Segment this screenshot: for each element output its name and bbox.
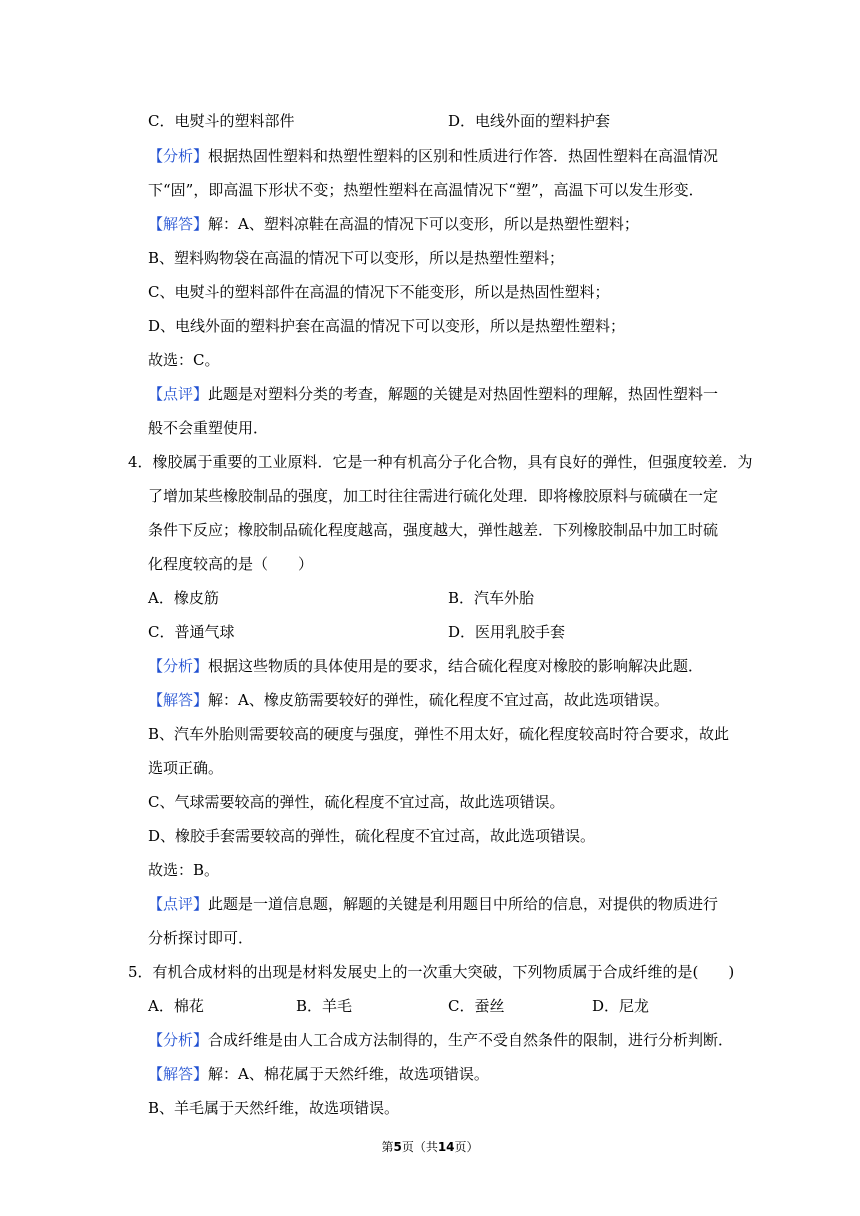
q4-answer-line-3: 选项正确。	[148, 759, 224, 777]
q5-answer-line-1: 【解答】解：A、棉花属于天然纤维，故选项错误。	[148, 1065, 489, 1083]
q5-option-b: B．羊毛	[296, 997, 353, 1015]
q4-stem-line-4: 化程度较高的是（ ）	[148, 555, 314, 573]
q5-analysis-line-1: 【分析】合成纤维是由人工合成方法制得的，生产不受自然条件的限制，进行分析判断．	[148, 1031, 734, 1049]
q3-choice: 故选：C。	[148, 351, 220, 369]
comment-tag: 【点评】	[148, 895, 209, 913]
q3-option-c: C．电熨斗的塑料部件	[148, 112, 295, 130]
q4-comment-line-1: 【点评】此题是一道信息题，解题的关键是利用题目中所给的信息，对提供的物质进行	[148, 895, 719, 913]
analysis-tag: 【分析】	[148, 1031, 209, 1049]
q4-stem-line-3: 条件下反应；橡胶制品硫化程度越高，强度越大，弹性越差．下列橡胶制品中加工时硫	[148, 521, 719, 539]
analysis-tag: 【分析】	[148, 147, 209, 165]
page-footer: 第5页（共14页）	[381, 1140, 479, 1154]
analysis-tag: 【分析】	[148, 657, 209, 675]
q4-answer-line-4: C、气球需要较高的弹性，硫化程度不宜过高，故此选项错误。	[148, 793, 565, 811]
q5-option-a: A．棉花	[148, 997, 204, 1015]
q3-comment-line-2: 般不会重塑使用．	[148, 419, 269, 437]
q4-stem-line-1: 4．橡胶属于重要的工业原料．它是一种有机高分子化合物，具有良好的弹性，但强度较差．为	[128, 453, 753, 471]
q3-answer-line-4: D、电线外面的塑料护套在高温的情况下可以变形，所以是热塑性塑料；	[148, 317, 626, 335]
q4-choice: 故选：B。	[148, 861, 220, 879]
q4-comment-line-2: 分析探讨即可．	[148, 929, 254, 947]
page-total: 14	[437, 1140, 455, 1154]
q4-option-d: D．医用乳胶手套	[448, 623, 566, 641]
q4-option-c: C．普通气球	[148, 623, 235, 641]
q5-option-d: D．尼龙	[592, 997, 650, 1015]
q4-option-a: A．橡皮筋	[148, 589, 219, 607]
q4-answer-line-5: D、橡胶手套需要较高的弹性，硫化程度不宜过高，故此选项错误。	[148, 827, 596, 845]
q4-stem-line-2: 了增加某些橡胶制品的强度，加工时往往需进行硫化处理．即将橡胶原料与硫磺在一定	[148, 487, 719, 505]
q3-comment-line-1: 【点评】此题是对塑料分类的考查，解题的关键是对热固性塑料的理解，热固性塑料一	[148, 385, 719, 403]
q3-answer-line-1: 【解答】解：A、塑料凉鞋在高温的情况下可以变形，所以是热塑性塑料；	[148, 215, 639, 233]
q4-answer-line-1: 【解答】解：A、橡皮筋需要较好的弹性，硫化程度不宜过高，故此选项错误。	[148, 691, 669, 709]
q3-option-d: D．电线外面的塑料护套	[448, 112, 611, 130]
q5-answer-line-2: B、羊毛属于天然纤维，故选项错误。	[148, 1099, 400, 1117]
q3-analysis-line-2: 下“固”，即高温下形状不变；热塑性塑料在高温情况下“塑”，高温下可以发生形变．	[148, 181, 704, 199]
q3-answer-line-3: C、电熨斗的塑料部件在高温的情况下不能变形，所以是热固性塑料；	[148, 283, 610, 301]
q4-option-b: B．汽车外胎	[448, 589, 535, 607]
answer-tag: 【解答】	[148, 215, 209, 233]
comment-tag: 【点评】	[148, 385, 209, 403]
answer-tag: 【解答】	[148, 1065, 209, 1083]
q4-analysis-line-1: 【分析】根据这些物质的具体使用是的要求，结合硫化程度对橡胶的影响解决此题．	[148, 657, 704, 675]
q5-stem-line-1: 5．有机合成材料的出现是材料发展史上的一次重大突破，下列物质属于合成纤维的是( )	[128, 963, 735, 981]
q3-answer-line-2: B、塑料购物袋在高温的情况下可以变形，所以是热塑性塑料；	[148, 249, 565, 267]
q3-analysis-line-1: 【分析】根据热固性塑料和热塑性塑料的区别和性质进行作答．热固性塑料在高温情况	[148, 147, 719, 165]
q4-answer-line-2: B、汽车外胎则需要较高的硬度与强度，弹性不用太好，硫化程度较高时符合要求，故此	[148, 725, 730, 743]
q5-option-c: C．蚕丝	[448, 997, 505, 1015]
answer-tag: 【解答】	[148, 691, 209, 709]
page-number: 5	[393, 1140, 402, 1154]
